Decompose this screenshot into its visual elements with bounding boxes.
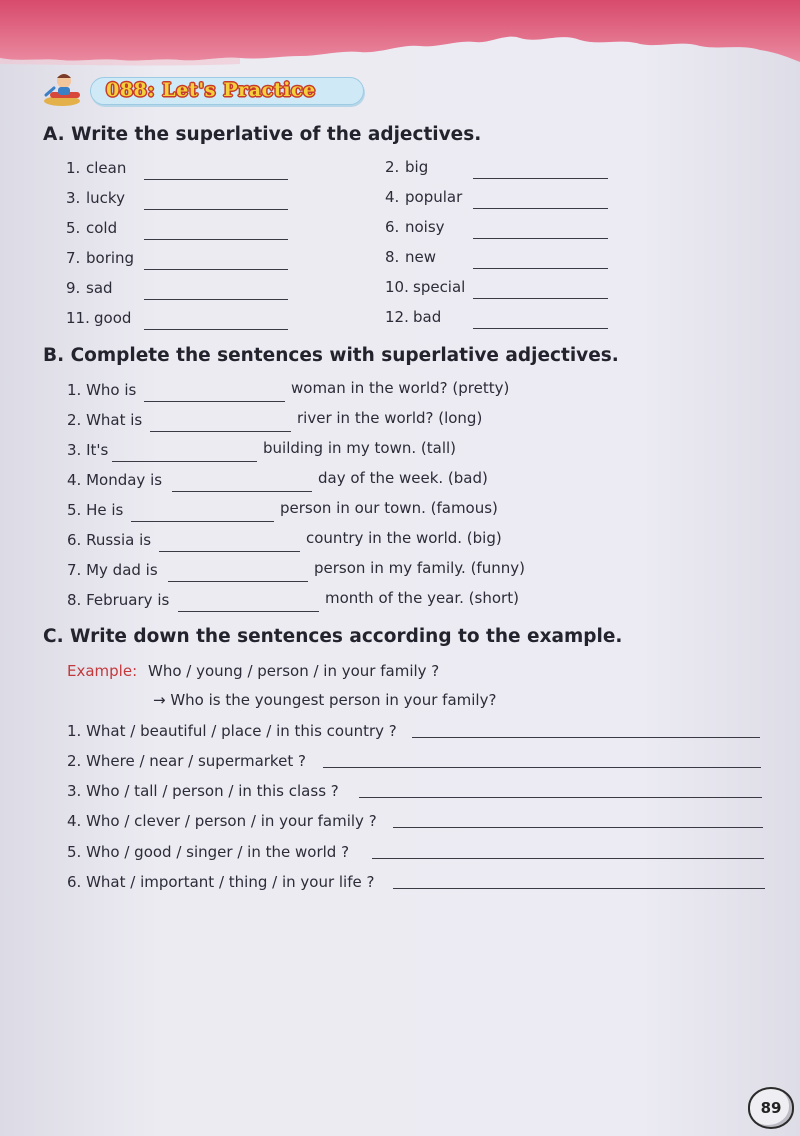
rewrite-prompt: 2. Where / near / supermarket ? (67, 752, 306, 770)
answer-line[interactable] (372, 858, 764, 859)
sentence-start: 2. What is (67, 411, 143, 429)
answer-line[interactable] (393, 827, 763, 828)
item-number: 6. (385, 218, 400, 236)
rewrite-prompt: 4. Who / clever / person / in your family ? (67, 812, 377, 830)
rewrite-prompt: 3. Who / tall / person / in this class ? (67, 782, 339, 800)
item-number: 4. (385, 188, 400, 206)
answer-blank[interactable] (144, 209, 288, 210)
adjective-word: new (405, 248, 437, 266)
item-number: 7. (66, 249, 81, 267)
adjective-word: good (94, 309, 132, 327)
answer-blank[interactable] (178, 611, 319, 612)
adjective-word: clean (86, 159, 127, 177)
section-c-heading: C. Write down the sentences according to the example. (43, 626, 623, 647)
adjective-word: lucky (86, 189, 125, 207)
adjective-word: cold (86, 219, 118, 237)
sentence-end: day of the week. (bad) (318, 469, 488, 487)
sentence-end: building in my town. (tall) (263, 439, 457, 457)
sentence-start: 4. Monday is (67, 471, 163, 489)
adjective-word: popular (405, 188, 463, 206)
sentence-end: person in our town. (famous) (280, 499, 498, 517)
answer-blank[interactable] (144, 299, 288, 300)
answer-blank[interactable] (144, 179, 288, 180)
section-b-heading: B. Complete the sentences with superlative adjectives. (43, 345, 619, 366)
adjective-word: sad (86, 279, 113, 297)
item-number: 8. (385, 248, 400, 266)
sentence-start: 5. He is (67, 501, 124, 519)
item-number: 10. (385, 278, 409, 296)
mascot-icon (40, 70, 90, 108)
example-prompt: Who / young / person / in your family ? (148, 662, 440, 680)
answer-blank[interactable] (131, 521, 274, 522)
sentence-end: woman in the world? (pretty) (291, 379, 510, 397)
sentence-end: country in the world. (big) (306, 529, 502, 547)
answer-blank[interactable] (144, 239, 288, 240)
rewrite-prompt: 1. What / beautiful / place / in this country ? (67, 722, 397, 740)
item-number: 3. (66, 189, 81, 207)
item-number: 5. (66, 219, 81, 237)
sentence-start: 7. My dad is (67, 561, 158, 579)
adjective-word: special (413, 278, 466, 296)
sentence-end: month of the year. (short) (325, 589, 519, 607)
answer-blank[interactable] (150, 431, 291, 432)
section-title-badge (40, 74, 370, 106)
page-number: 89 (748, 1087, 794, 1129)
answer-blank[interactable] (159, 551, 300, 552)
adjective-word: noisy (405, 218, 445, 236)
answer-line[interactable] (359, 797, 762, 798)
item-number: 11. (66, 309, 90, 327)
sentence-end: person in my family. (funny) (314, 559, 525, 577)
answer-blank[interactable] (473, 208, 608, 209)
rewrite-prompt: 5. Who / good / singer / in the world ? (67, 843, 350, 861)
adjective-word: boring (86, 249, 135, 267)
adjective-word: big (405, 158, 429, 176)
answer-line[interactable] (323, 767, 761, 768)
item-number: 2. (385, 158, 400, 176)
answer-line[interactable] (412, 737, 760, 738)
answer-blank[interactable] (473, 238, 608, 239)
item-number: 12. (385, 308, 409, 326)
sentence-start: 1. Who is (67, 381, 137, 399)
section-a-heading: A. Write the superlative of the adjectives. (43, 124, 482, 145)
item-number: 1. (66, 159, 81, 177)
answer-blank[interactable] (168, 581, 308, 582)
sentence-end: river in the world? (long) (297, 409, 483, 427)
adjective-word: bad (413, 308, 442, 326)
item-number: 9. (66, 279, 81, 297)
answer-blank[interactable] (144, 401, 285, 402)
answer-line[interactable] (393, 888, 765, 889)
sentence-start: 3. It's (67, 441, 109, 459)
sentence-start: 6. Russia is (67, 531, 152, 549)
answer-blank[interactable] (172, 491, 312, 492)
page-title: 088: Let's Practice (106, 79, 316, 101)
answer-blank[interactable] (144, 329, 288, 330)
answer-blank[interactable] (473, 328, 608, 329)
answer-blank[interactable] (144, 269, 288, 270)
example-label: Example: (67, 662, 138, 680)
answer-blank[interactable] (112, 461, 257, 462)
answer-blank[interactable] (473, 298, 608, 299)
answer-blank[interactable] (473, 268, 608, 269)
sentence-start: 8. February is (67, 591, 170, 609)
rewrite-prompt: 6. What / important / thing / in your life ? (67, 873, 375, 891)
example-answer: → Who is the youngest person in your family? (153, 691, 497, 709)
answer-blank[interactable] (473, 178, 608, 179)
